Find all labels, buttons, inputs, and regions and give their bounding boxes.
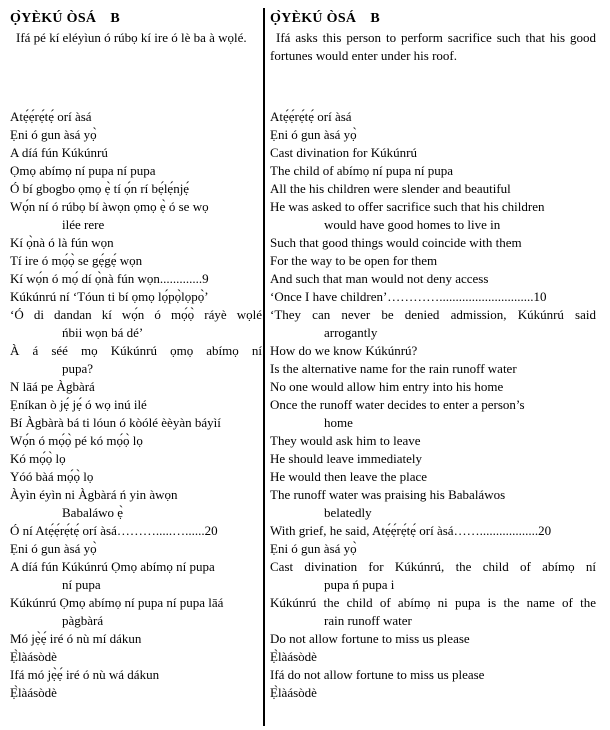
verse-line: [270, 162, 596, 180]
verse-line-continuation: pupa ń pupa i: [324, 577, 395, 592]
verse-line-text: Atẹ́ẹ́rẹ́tẹ́ orí àsá: [10, 109, 92, 124]
verse-line: [270, 396, 596, 432]
verse-line-text: Such that good things would coincide with them: [270, 235, 522, 250]
verse-lines: [270, 108, 596, 702]
verse-line: [10, 558, 262, 594]
verse-line: [10, 180, 262, 198]
verse-line: [10, 648, 262, 666]
verse-intro: Ifá asks this person to perform sacrifice such that his good fortunes would enter under his roof.: [270, 30, 596, 63]
verse-line: [10, 144, 262, 162]
yoruba-column: [10, 10, 262, 700]
verse-line-text: Ẹ̀làásòdè: [10, 685, 57, 700]
verse-line-continuation: home: [324, 415, 353, 430]
verse-title: [270, 10, 596, 28]
verse-line: [270, 540, 596, 558]
verse-line-text: He was asked to offer sacrifice such that his children: [270, 199, 545, 214]
verse-line-text: Àyìn éyìn ni Àgbàrá ń yin àwọn: [10, 487, 178, 502]
verse-line-text: Wọ́n ní ó rúbọ bí àwọn ọmọ ẹ̀ ó se wọ: [10, 199, 209, 214]
verse-line: [270, 378, 596, 396]
verse-line-continuation: would have good homes to live in: [324, 217, 501, 232]
verse-line-text: Ó bí gbogbo ọmọ ẹ̀ tí ọ́n rí bẹ́lẹ́njẹ́: [10, 181, 190, 196]
verse-line-text: Kí ọ̀nà ó là fún wọn: [10, 235, 114, 250]
verse-line-text: Kí wọ́n ó mọ́ dí ọ̀nà fún wọn.............9: [10, 271, 209, 286]
verse-line: [270, 486, 596, 522]
verse-line: [10, 684, 262, 702]
verse-line-text: How do we know Kúkúnrú?: [270, 343, 418, 358]
verse-line: [270, 342, 596, 360]
verse-line: [270, 630, 596, 648]
verse-line: [270, 522, 596, 540]
verse-title-tag: B: [370, 11, 380, 26]
verse-line-text: He should leave immediately: [270, 451, 422, 466]
verse-line-text: Yóó bàá mọ́ọ̀ lọ: [10, 469, 94, 484]
verse-line-text: Bí Àgbàrà bá ti lóun ó kòólé èèyàn báyìí: [10, 415, 221, 430]
verse-line-text: Once the runoff water decides to enter a person’s: [270, 397, 525, 412]
verse-line-continuation: pàgbàrá: [62, 613, 104, 628]
verse-line: [270, 234, 596, 252]
verse-line-continuation: belatedly: [324, 505, 372, 520]
verse-line-text: And such that man would not deny access: [270, 271, 489, 286]
verse-line: [270, 684, 596, 702]
verse-line-text: ‘Ó di dandan kí wọ́n ó mọ́ọ̀ ráyè wọlé: [10, 307, 262, 322]
verse-line: [270, 558, 596, 594]
verse-line: [270, 594, 596, 630]
verse-line-text: For the way to be open for them: [270, 253, 438, 268]
verse-line-text: Ẹni ó gun àsá yọ̀: [10, 127, 97, 142]
verse-line: [270, 432, 596, 450]
verse-line-text: Ẹ̀làásòdè: [270, 649, 317, 664]
verse-line-text: No one would allow him entry into his home: [270, 379, 504, 394]
verse-line-text: He would then leave the place: [270, 469, 428, 484]
verse-line-text: A díá fún Kúkúnrú: [10, 145, 108, 160]
column-divider: [263, 8, 265, 726]
verse-line-text: Kúkúnrú Ọmọ abímọ ní pupa ní pupa lāá: [10, 595, 224, 610]
verse-line: [270, 648, 596, 666]
verse-line-text: Wọ́n ó mọ́ọ̀ pé kó mọ́ọ̀ lọ: [10, 433, 143, 448]
verse-line-text: À á séé mọ Kúkúnrú ọmọ abímọ ní: [10, 343, 262, 358]
verse-line: [270, 666, 596, 684]
verse-line: [10, 270, 262, 288]
verse-line-text: ‘Once I have children’………….............................10: [270, 289, 547, 304]
verse-line-text: Mó jẹ̀ẹ́ iré ó nù mí dákun: [10, 631, 142, 646]
verse-line-text: Ẹni ó gun àsá yọ̀: [10, 541, 97, 556]
verse-line-continuation: rain runoff water: [324, 613, 412, 628]
verse-line-text: All the his children were slender and beautiful: [270, 181, 511, 196]
verse-line: [10, 234, 262, 252]
verse-line-continuation: Babaláwo ẹ̀: [62, 505, 124, 520]
verse-line: [10, 594, 262, 630]
verse-line: [10, 306, 262, 342]
verse-line-text: Kó mọ́ọ̀ lọ: [10, 451, 66, 466]
verse-line-text: N lāá pe Àgbàrá: [10, 379, 95, 394]
verse-line: [10, 450, 262, 468]
verse-line-text: Is the alternative name for the rain runoff water: [270, 361, 517, 376]
verse-line: [10, 468, 262, 486]
verse-line-continuation: pupa?: [62, 361, 94, 376]
verse-line: [270, 450, 596, 468]
verse-line: [10, 486, 262, 522]
verse-line-text: Ẹni ó gun àsá yọ̀: [270, 541, 357, 556]
verse-line-text: Ẹ̀làásòdè: [10, 649, 57, 664]
verse-line-text: Atẹ́ẹ́rẹ́tẹ́ orí àsá: [270, 109, 352, 124]
verse-line-text: Ọmọ abímọ ní pupa ní pupa: [10, 163, 156, 178]
verse-title: [10, 10, 262, 28]
verse-line: [10, 396, 262, 414]
verse-line-text: The child of abímọ ní pupa ní pupa: [270, 163, 454, 178]
verse-line-text: ‘They can never be denied admission, Kúkúnrú said: [270, 307, 596, 322]
verse-title-text: Ọ̀YÈKÚ ÒSÁ: [10, 11, 97, 26]
verse-title-text: Ọ̀YÈKÚ ÒSÁ: [270, 11, 357, 26]
verse-line-text: Ẹ̀làásòdè: [270, 685, 317, 700]
verse-intro: Ifá pé kí eléyìun ó rúbọ kí ire ó lè ba à wọlé.: [16, 30, 247, 45]
verse-line: [10, 378, 262, 396]
verse-line: [270, 252, 596, 270]
verse-line-text: Kúkúnrú the child of abímọ ni pupa is the name of the: [270, 595, 596, 610]
verse-line: [270, 360, 596, 378]
verse-line: [270, 108, 596, 126]
verse-line: [270, 306, 596, 342]
verse-line-text: The runoff water was praising his Babaláwos: [270, 487, 506, 502]
verse-line-text: Ifá do not allow fortune to miss us please: [270, 667, 485, 682]
verse-line: [10, 252, 262, 270]
verse-line: [10, 342, 262, 378]
verse-line: [10, 666, 262, 684]
verse-line: [270, 144, 596, 162]
verse-line: [270, 288, 596, 306]
verse-line-text: Kúkúnrú ní ‘Tóun ti bí ọmọ lọ́pọ̀lọpọ̀’: [10, 289, 209, 304]
verse-line-text: Do not allow fortune to miss us please: [270, 631, 470, 646]
verse-line: [270, 198, 596, 234]
verse-line-continuation: ní pupa: [62, 577, 101, 592]
verse-line: [10, 198, 262, 234]
verse-line-text: Ifá mó jẹ̀ẹ́ iré ó nù wá dákun: [10, 667, 160, 682]
verse-line: [10, 522, 262, 540]
verse-line: [10, 126, 262, 144]
verse-line-text: Tí ire ó mọ́ọ̀ se gẹ́gẹ́ wọn: [10, 253, 143, 268]
verse-line-text: They would ask him to leave: [270, 433, 421, 448]
verse-line-text: Cast divination for Kúkúnrú, the child of abímọ ní: [270, 559, 596, 574]
verse-line: [10, 288, 262, 306]
verse-line-continuation: ilée rere: [62, 217, 105, 232]
verse-line: [10, 414, 262, 432]
verse-line-continuation: arrogantly: [324, 325, 378, 340]
verse-line-continuation: ńbii wọn bá dé’: [62, 325, 144, 340]
verse-title-tag: B: [110, 11, 120, 26]
verse-line-text: With grief, he said, Atẹ́ẹ́rẹ́tẹ́ orí àsá……..................20: [270, 523, 552, 538]
verse-line: [270, 468, 596, 486]
verse-line: [10, 432, 262, 450]
verse-line: [10, 540, 262, 558]
verse-line-text: Ẹníkan ò jẹ́ jẹ́ ó wọ inú ilé: [10, 397, 147, 412]
verse-line-text: Ẹni ó gun àsá yọ̀: [270, 127, 357, 142]
verse-line-text: A díá fún Kúkúnrú Ọmọ abímọ ní pupa: [10, 559, 215, 574]
english-column: [270, 10, 596, 700]
verse-line: [10, 108, 262, 126]
verse-lines: [10, 108, 262, 702]
verse-line: [270, 270, 596, 288]
verse-line: [10, 630, 262, 648]
verse-line: [270, 126, 596, 144]
verse-line-text: Cast divination for Kúkúnrú: [270, 145, 417, 160]
verse-line: [10, 162, 262, 180]
verse-line-text: Ó ní Atẹ́ẹ́rẹ́tẹ́ orí àsá……….....…......20: [10, 523, 218, 538]
verse-line: [270, 180, 596, 198]
